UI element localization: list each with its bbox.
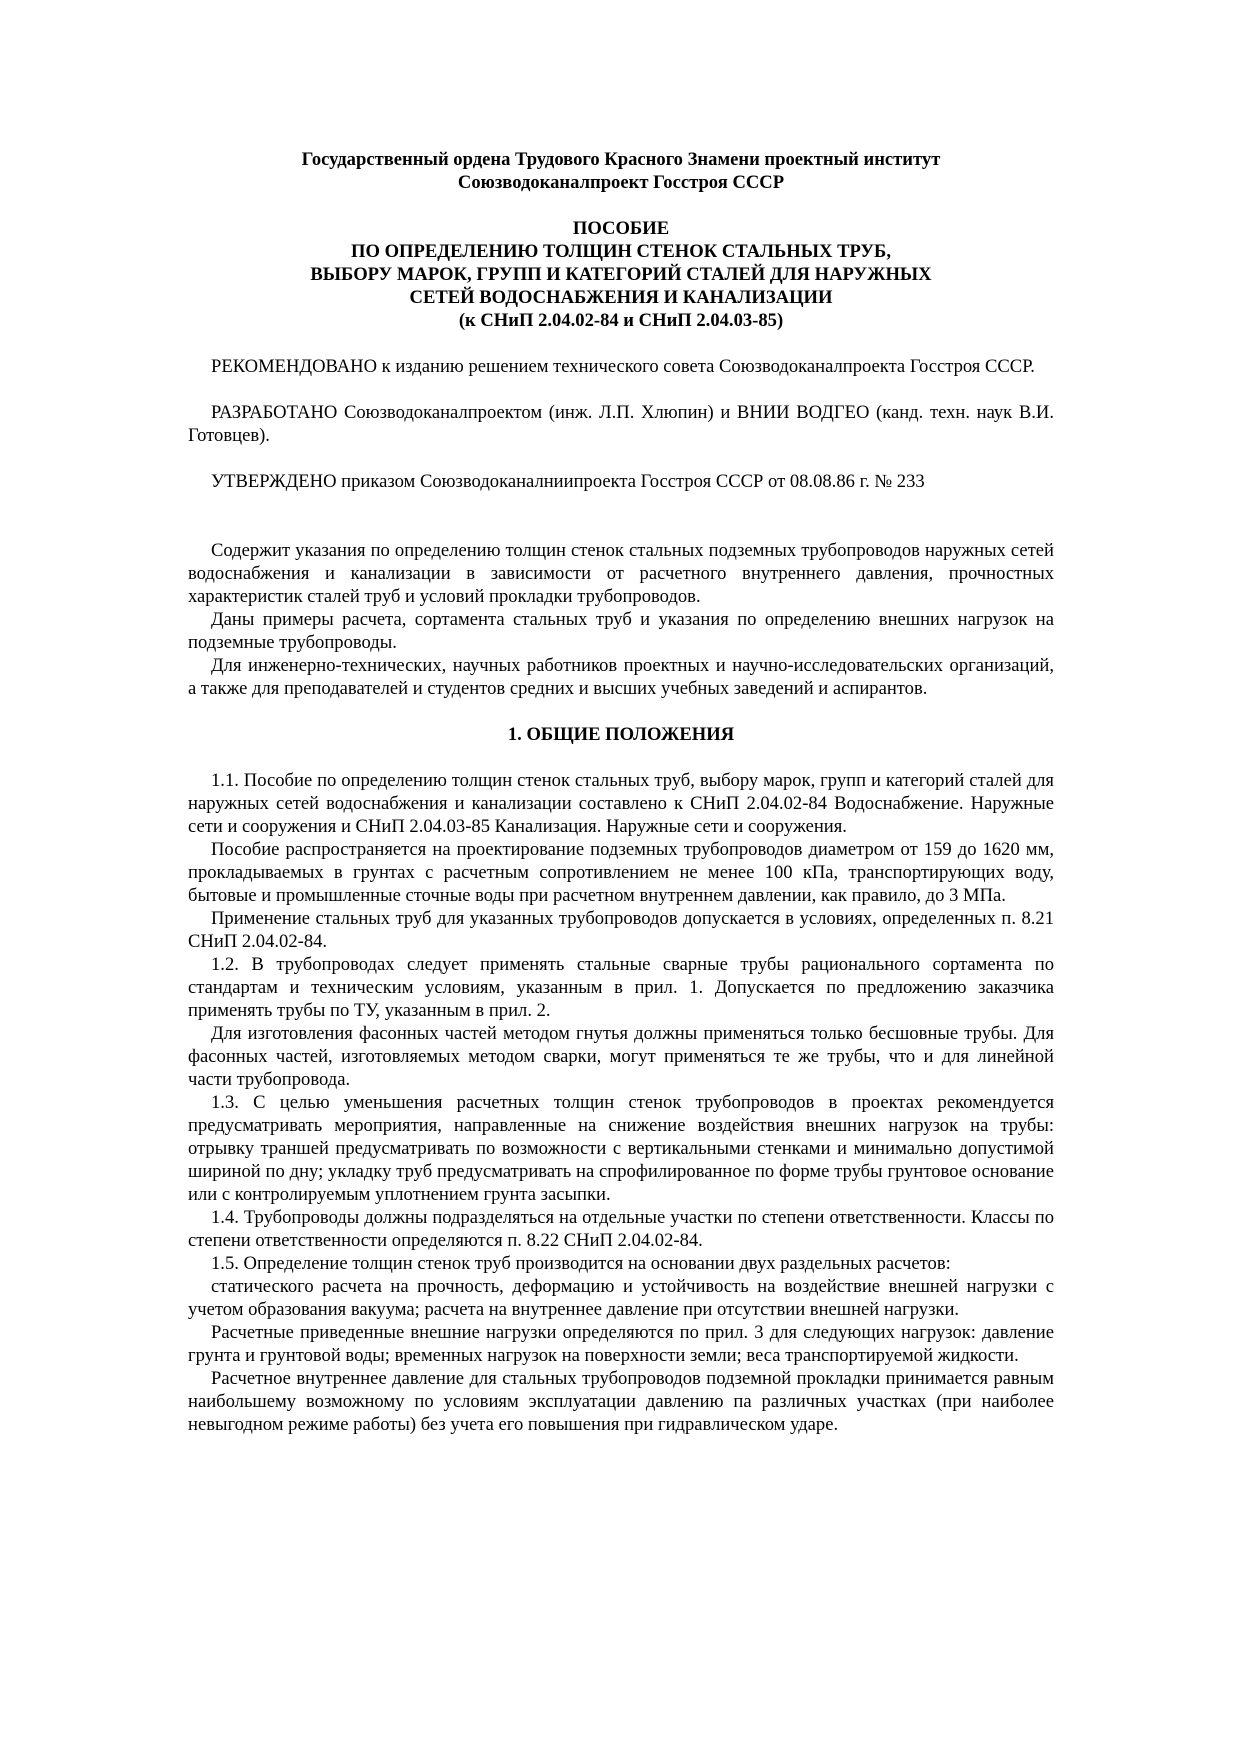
title-line3: ВЫБОРУ МАРОК, ГРУПП И КАТЕГОРИЙ СТАЛЕЙ ДЛЯ НАРУЖНЫХ <box>310 264 932 285</box>
section-paragraph: 1.2. В трубопроводах следует применять стальные сварные трубы рационального сортамента по стандартам и техническим условиям, указанным в прил. 1. Допускается по предложению заказчика применять трубы по ТУ, указанным в прил. 2. <box>188 954 1054 1021</box>
title-line4: СЕТЕЙ ВОДОСНАБЖЕНИЯ И КАНАЛИЗАЦИИ <box>409 287 833 308</box>
section-body <box>188 769 1054 1436</box>
section-paragraph: Расчетное внутреннее давление для стальных трубопроводов подземной прокладки принимается равным наибольшему возможному по условиям эксплуатации давлению па различных участках (при наиболее невыгодном режиме работы) без учета его повышения при гидравлическом ударе. <box>188 1368 1054 1435</box>
developed-paragraph: РАЗРАБОТАНО Союзводоканалпроектом (инж. Л.П. Хлюпин) и ВНИИ ВОДГЕО (канд. техн. наук В.И. Готовцев). <box>188 402 1054 446</box>
abstract-paragraph: Для инженерно-технических, научных работников проектных и научно-исследовательских организаций, а также для преподавателей и студентов средних и высших учебных заведений и аспирантов. <box>188 655 1054 699</box>
section-paragraph: Расчетные приведенные внешние нагрузки определяются по прил. 3 для следующих нагрузок: давление грунта и грунтовой воды; временных нагрузок на поверхности земли; веса транспортируемой жидкости. <box>188 1322 1054 1366</box>
section-paragraph: 1.4. Трубопроводы должны подразделяться на отдельные участки по степени ответственности. Классы по степени ответственности определяются п. 8.22 СНиП 2.04.02-84. <box>188 1207 1054 1251</box>
section-paragraph: статического расчета на прочность, деформацию и устойчивость на воздействие внешней нагрузки с учетом образования вакуума; расчета на внутреннее давление при отсутствии внешней нагрузки. <box>188 1276 1054 1320</box>
org-name-line2: Союзводоканалпроект Госстроя СССР <box>457 172 785 193</box>
title-line2: ПО ОПРЕДЕЛЕНИЮ ТОЛЩИН СТЕНОК СТАЛЬНЫХ ТРУБ, <box>351 241 891 262</box>
title-line5: (к СНиП 2.04.02-84 и СНиП 2.04.03-85) <box>458 310 784 331</box>
section-paragraph: 1.1. Пособие по определению толщин стенок стальных труб, выбору марок, групп и категорий сталей для наружных сетей водоснабжения и канализации составлено к СНиП 2.04.02-84 Водоснабжение. Наружные сети и сооружения и СНиП 2.04.03-85 Канализация. Наружные сети и сооружения. <box>188 770 1054 837</box>
section-paragraph: Для изготовления фасонных частей методом гнутья должны применяться только бесшовные трубы. Для фасонных частей, изготовляемых методом сварки, могут применяться те же трубы, что и для линейной части трубопровода. <box>188 1023 1054 1090</box>
title-line1: ПОСОБИЕ <box>572 218 670 239</box>
section-paragraph: 1.3. С целью уменьшения расчетных толщин стенок трубопроводов в проектах рекомендуется предусматривать мероприятия, направленные на снижение воздействия внешних нагрузок на трубы: отрывку траншей предусматривать по возможности с вертикальными стенками и минимально допустимой шириной по дну; укладку труб предусматривать на спрофилированное по форме трубы грунтовое основание или с контролируемым уплотнением грунта засыпки. <box>188 1092 1054 1205</box>
organization-header <box>188 148 1054 194</box>
recommended-paragraph: РЕКОМЕНДОВАНО к изданию решением технического совета Союзводоканалпроекта Госстроя СССР. <box>211 356 1035 377</box>
document-title <box>188 217 1054 332</box>
section-paragraph: Применение стальных труб для указанных трубопроводов допускается в условиях, определенных п. 8.21 СНиП 2.04.02-84. <box>188 908 1054 952</box>
org-name-line1: Государственный ордена Трудового Красного Знамени проектный институт <box>301 149 941 170</box>
section-paragraph: 1.5. Определение толщин стенок труб производится на основании двух раздельных расчетов: <box>211 1253 951 1274</box>
section-heading: 1. ОБЩИЕ ПОЛОЖЕНИЯ <box>507 724 735 745</box>
abstract-paragraph: Даны примеры расчета, сортамента стальных труб и указания по определению внешних нагрузок на подземные трубопроводы. <box>188 609 1054 653</box>
abstract-paragraph: Содержит указания по определению толщин стенок стальных подземных трубопроводов наружных сетей водоснабжения и канализации в зависимости от расчетного внутреннего давления, прочностных характеристик сталей труб и условий прокладки трубопроводов. <box>188 540 1054 607</box>
section-paragraph: Пособие распространяется на проектирование подземных трубопроводов диаметром от 159 до 1620 мм, прокладываемых в грунтах с расчетным сопротивлением не менее 100 кПа, транспортирующих воду, бытовые и промышленные сточные воды при расчетном внутреннем давлении, как правило, до 3 МПа. <box>188 839 1054 906</box>
abstract <box>188 539 1054 700</box>
approved-paragraph: УТВЕРЖДЕНО приказом Союзводоканалниипроекта Госстроя СССР от 08.08.86 г. № 233 <box>211 471 925 492</box>
